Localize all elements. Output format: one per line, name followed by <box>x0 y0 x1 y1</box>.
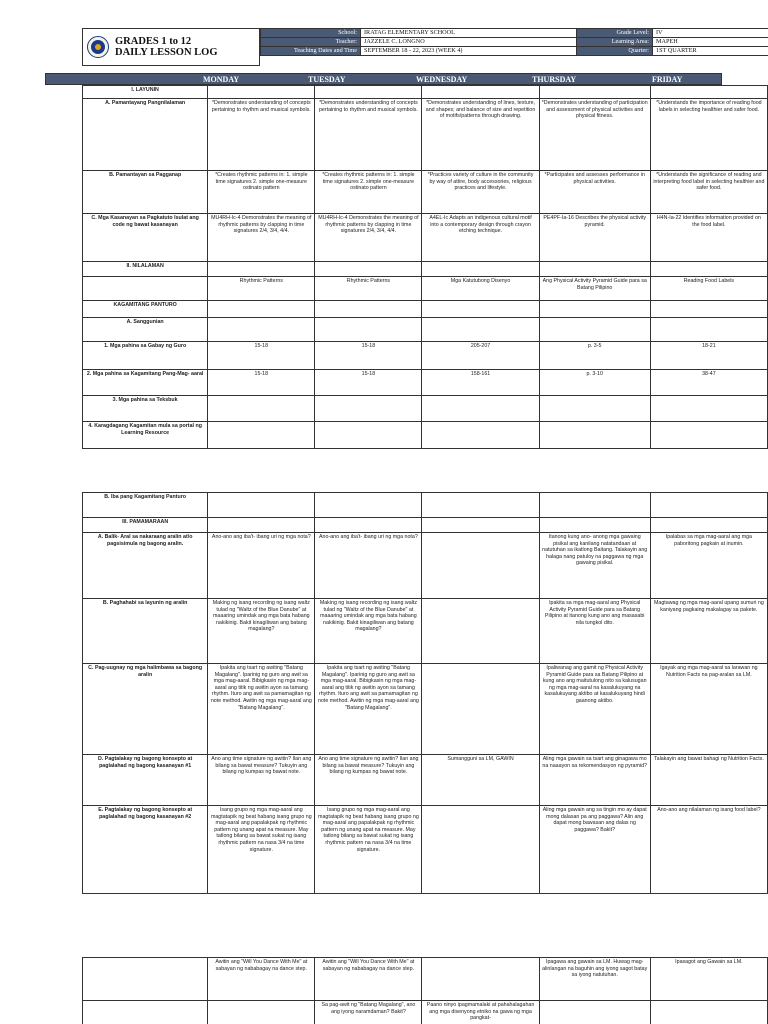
log-header <box>82 28 768 66</box>
day-cell: *Understands the significance of reading and interpreting food label in selecting healthier and safer food. <box>650 171 767 214</box>
day-cell: Ano-ano ang iba't- ibang uri ng mga nota? <box>208 533 315 599</box>
info-key: School: <box>261 29 361 38</box>
info-row <box>261 38 768 47</box>
day-cell <box>650 1001 767 1024</box>
table-row <box>83 533 768 599</box>
day-cell <box>208 1001 315 1024</box>
day-cell: 15-18 <box>208 370 315 396</box>
row-label <box>83 958 208 1001</box>
row-label: 1. Mga pahina sa Gabay ng Guro <box>83 342 208 370</box>
day-cell <box>422 396 539 422</box>
day-cell: Making ng isang recording ng isang waltz tulad ng "Waltz of the Blue Danube" at maaaring umindak ang mga bata habang nakikinig. Bakit kinagiliwan ang batang magalang? <box>315 599 422 664</box>
day-cell: *Practices variety of culture in the community by way of attire, body accessories, religious practices and lifestyle. <box>422 171 539 214</box>
day-cell: Awitin ang "Will You Dance With Me" at sabayan ng nababagay na dance step. <box>208 958 315 1001</box>
day-cell <box>315 301 422 318</box>
day-cell <box>422 533 539 599</box>
deped-seal-icon <box>87 36 109 58</box>
day-cell <box>422 599 539 664</box>
day-cell: Ipasagot ang Gawain sa LM. <box>650 958 767 1001</box>
table-row <box>83 806 768 894</box>
day-cell: Talakayin ang bawat bahagi ng Nutrition Facts. <box>650 755 767 806</box>
title-line-1: GRADES 1 to 12 <box>115 36 192 47</box>
day-monday: MONDAY <box>203 75 240 84</box>
row-label: C. Pag-uugnay ng mga halimbawa sa bagong aralin <box>83 664 208 755</box>
day-cell <box>539 262 650 277</box>
day-cell: *Demonstrates understanding of concepts pertaining to rhythm and musical symbols. <box>315 99 422 171</box>
info-key: Grade Level: <box>577 29 653 38</box>
day-cell: Sa pag-awit ng "Batang Magalang", ano ang iyong naramdaman? Bakit? <box>315 1001 422 1024</box>
day-cell: *Participates and assesses performance in physical activities. <box>539 171 650 214</box>
row-label <box>83 277 208 301</box>
day-cell: Ipakita ang tsart ng awiting "Batang Magalang". Iparinig ng guro ang awit sa mga mag-aaral. Bibigkasin ng mga mag-aaral ang titik ng awitin ayon sa tamang rhythm. Ituro ang awit sa pamamagitan ng note method. Awitin ng mga mag-aaral ang "Batang Magalang". <box>208 664 315 755</box>
day-cell <box>650 301 767 318</box>
info-key: Teacher: <box>261 38 361 47</box>
table-row <box>83 99 768 171</box>
day-cell <box>208 318 315 342</box>
row-label <box>83 1001 208 1024</box>
day-cell: PE4PF-Ia-16 Describes the physical activity pyramid. <box>539 214 650 262</box>
row-label: B. Iba pang Kagamitang Panturo <box>83 493 208 518</box>
day-cell <box>650 493 767 518</box>
day-cell <box>208 301 315 318</box>
day-cell <box>422 806 539 894</box>
day-cell: MU4RH-Ic-4 Demonstrates the meaning of rhythmic patterns by clapping in time signatures 2/4, 3/4, 4/4. <box>315 214 422 262</box>
day-cell <box>422 262 539 277</box>
day-cell: Ipaliwanag ang gamit ng Physical Activity Pyramid Guide para sa Batang Pilipino at kung ano ang maitutulong nito sa kalusugan ng mga mag-aaral na kasalukuyang na kasalukuyang aktibo at kasalukuyang hindi gaanong aktibo. <box>539 664 650 755</box>
day-cell <box>422 958 539 1001</box>
page-3 <box>0 957 768 1024</box>
day-cell: Ipakita ang tsart ng awiting "Batang Magalang". Iparinig ng guro ang awit sa mga mag-aaral. Bibigkasin ng mga mag-aaral ang titik ng awitin ayon sa tamang rhythm. Ituro ang awit sa pamamagitan ng note method. Awitin ng mga mag-aaral ang "Batang Magalang". <box>315 664 422 755</box>
day-cell: Making ng isang recording ng isang waltz tulad ng "Waltz of the Blue Danube" at maaaring umindak ang mga bata habang nakikinig. Bakit kinagiliwan ang batang magalang? <box>208 599 315 664</box>
day-cell <box>315 493 422 518</box>
day-cell: Sumangguni sa LM, GAWIN <box>422 755 539 806</box>
info-value: 1ST QUARTER <box>653 47 768 56</box>
day-cell: Ano ang time signature ng awitin? Ilan ang bilang sa bawat measure? Tukuyin ang bilang ng kumpas ng bawat note. <box>208 755 315 806</box>
row-label: B. Paghahabi sa layunin ng aralin <box>83 599 208 664</box>
day-cell: Mga Katutubong Disenyo <box>422 277 539 301</box>
day-cell <box>315 422 422 449</box>
day-cell <box>422 86 539 99</box>
day-cell: 158-161 <box>422 370 539 396</box>
day-cell: 205-207 <box>422 342 539 370</box>
row-label: 3. Mga pahina sa Teksbuk <box>83 396 208 422</box>
day-cell: Ipakita sa mga mag-aaral ang Physical Activity Pyramid Guide para sa Batang Pilipino at itanong kung ano ang masasabi nila tungkol dito. <box>539 599 650 664</box>
table-row <box>83 262 768 277</box>
table-row <box>83 370 768 396</box>
lesson-grid-page-3 <box>82 957 768 1024</box>
day-cell: p. 3-5 <box>539 342 650 370</box>
day-cell <box>650 262 767 277</box>
day-cell: 38-47 <box>650 370 767 396</box>
day-cell <box>208 518 315 533</box>
info-key: Teaching Dates and Time <box>261 47 361 56</box>
day-cell: *Understands the importance of reading food labels in selecting healthier and safer food. <box>650 99 767 171</box>
day-cell <box>208 262 315 277</box>
day-cell <box>315 396 422 422</box>
day-cell: MU4RH-Ic-4 Demonstrates the meaning of rhythmic patterns by clapping in time signatures 2/4, 3/4, 4/4. <box>208 214 315 262</box>
day-cell: Ipalabas sa mga mag-aaral ang mga paboritong pagkain at inumin. <box>650 533 767 599</box>
day-cell: 15-18 <box>315 342 422 370</box>
day-cell: Ano-ano ang nilalaman ng isang food label? <box>650 806 767 894</box>
day-cell: *Creates rhythmic patterns in: 1. simple time signatures 2. simple one-measure ostinato pattern <box>315 171 422 214</box>
row-label: A. Pamantayang Pangnilalaman <box>83 99 208 171</box>
table-row <box>83 493 768 518</box>
title-line-2: DAILY LESSON LOG <box>115 47 218 58</box>
day-cell: Ang Physical Activity Pyramid Guide para sa Batang Pilipino <box>539 277 650 301</box>
page-1 <box>0 0 768 436</box>
day-cell: *Demonstrates understanding of lines, texture, and shapes; and balance of size and repetition of motifs/patterns through drawing. <box>422 99 539 171</box>
day-cell <box>208 493 315 518</box>
day-cell: H4N-Ia-22 Identifies information provided on the food label. <box>650 214 767 262</box>
day-cell <box>208 396 315 422</box>
day-cell: Isang grupo ng mga mag-aaral ang magtatapik ng beat habang isang grupo ng mag-aaral ang papalakpak ng rhythmic pattern ng unang apat na measure. May tatlong bilang sa bawat sukat ng isang rhythmic pattern na nasa 3/4 na time signature. <box>208 806 315 894</box>
day-cell: Paano ninyo ipagmamalaki at pahahalagahan ang mga disenyong etniko na gawa ng mga pangkat- <box>422 1001 539 1024</box>
info-key: Quarter: <box>577 47 653 56</box>
table-row <box>83 318 768 342</box>
day-cell <box>539 318 650 342</box>
day-cell <box>539 422 650 449</box>
row-label: I. LAYUNIN <box>83 86 208 99</box>
day-cell: Magtawag ng mga mag-aaral upang sumuri ng kaniyang pagkaing makalagay sa pakete. <box>650 599 767 664</box>
day-cell: Reading Food Labels <box>650 277 767 301</box>
day-cell <box>422 422 539 449</box>
row-label: C. Mga Kasanayan sa Pagkatuto Isulat ang code ng bawat kasanayan <box>83 214 208 262</box>
info-row <box>261 47 768 56</box>
table-row <box>83 214 768 262</box>
day-cell <box>650 422 767 449</box>
row-label: A. Sanggunian <box>83 318 208 342</box>
table-row <box>83 1001 768 1024</box>
row-label: B. Pamantayan sa Pagganap <box>83 171 208 214</box>
day-cell: *Creates rhythmic patterns in: 1. simple time signatures 2. simple one-measure ostinato pattern <box>208 171 315 214</box>
table-row <box>83 301 768 318</box>
info-value: IRATAG ELEMENTARY SCHOOL <box>361 29 577 38</box>
day-cell <box>539 301 650 318</box>
day-cell <box>539 493 650 518</box>
day-cell <box>422 493 539 518</box>
day-cell <box>315 86 422 99</box>
table-row <box>83 599 768 664</box>
day-cell: Isang grupo ng mga mag-aaral ang magtatapik ng beat habang isang grupo ng mag-aaral ang papalakpak ng rhythmic pattern ng unang apat na measure. May tatlong bilang sa bawat sukat ng isang rhythmic pattern na nasa 3/4 na time signature. <box>315 806 422 894</box>
day-wednesday: WEDNESDAY <box>416 75 468 84</box>
day-cell: *Demonstrates understanding of concepts pertaining to rhythm and musical symbols. <box>208 99 315 171</box>
day-cell <box>650 518 767 533</box>
day-cell: p. 3-10 <box>539 370 650 396</box>
table-row <box>83 171 768 214</box>
day-cell: Awitin ang "Will You Dance With Me" at sabayan ng nababagay na dance step. <box>315 958 422 1001</box>
table-row <box>83 422 768 449</box>
day-cell <box>650 86 767 99</box>
day-cell <box>208 86 315 99</box>
info-table <box>260 28 768 56</box>
info-key: Learning Area: <box>577 38 653 47</box>
row-label: II. NILALAMAN <box>83 262 208 277</box>
table-row <box>83 664 768 755</box>
day-friday: FRIDAY <box>652 75 683 84</box>
day-cell <box>315 262 422 277</box>
day-cell: 15-18 <box>315 370 422 396</box>
day-cell <box>208 422 315 449</box>
day-thursday: THURSDAY <box>532 75 577 84</box>
page-2 <box>0 492 768 912</box>
lesson-grid-page-2 <box>82 492 768 894</box>
row-label: 2. Mga pahina sa Kagamitang Pang-Mag- aaral <box>83 370 208 396</box>
table-row <box>83 518 768 533</box>
day-cell: 18-21 <box>650 342 767 370</box>
day-cell: A4EL-Ic Adapts an indigenous cultural motif into a contemporary design through crayon etching technique. <box>422 214 539 262</box>
table-row <box>83 396 768 422</box>
row-label: KAGAMITANG PANTURO <box>83 301 208 318</box>
day-cell: Ano ang time signature ng awitin? Ilan ang bilang sa bawat measure? Tukuyin ang bilang ng kumpas ng bawat note. <box>315 755 422 806</box>
day-cell <box>315 518 422 533</box>
day-cell: Itanong kung ano- anong mga gawaing pisikal ang kanilang natatandaan at natutuhan sa ikatlong Baitang. Talakayin ang halaga nang patuloy na paggawa ng mga gawaing pisikal. <box>539 533 650 599</box>
day-cell <box>422 664 539 755</box>
row-label: III. PAMAMARAAN <box>83 518 208 533</box>
table-row <box>83 755 768 806</box>
title-block <box>82 28 260 66</box>
info-value: SEPTEMBER 18 - 22, 2023 (WEEK 4) <box>361 47 577 56</box>
day-cell <box>539 1001 650 1024</box>
day-cell <box>539 86 650 99</box>
table-row <box>83 86 768 99</box>
info-value: MAPEH <box>653 38 768 47</box>
day-cell: 15-18 <box>208 342 315 370</box>
day-cell: Aling mga gawain ang sa tingin mo ay dapat mong dalasan pa ang paggawa? Alin ang dapat mong bawasan ang dalas ng paggawa? Bakit? <box>539 806 650 894</box>
row-label: E. Pagtalakay ng bagong konsepto at paglalahad ng bagong kasanayan #2 <box>83 806 208 894</box>
day-cell: Ano-ano ang iba't- ibang uri ng mga nota? <box>315 533 422 599</box>
day-cell <box>315 318 422 342</box>
table-row <box>83 342 768 370</box>
info-row <box>261 29 768 38</box>
row-label: A. Balik- Aral sa nakaraang aralin at/o pagsisimula ng bagong aralin. <box>83 533 208 599</box>
day-cell: Aling mga gawain sa tsart ang ginagawa mo na naaayon sa rekomendasyon ng pyramid? <box>539 755 650 806</box>
day-cell: Ipagawa ang gawain sa LM. Huwag mag-alinlangan na baguhin ang iyong sagot batay sa iyong natutuhan. <box>539 958 650 1001</box>
day-cell <box>650 396 767 422</box>
day-cell: Igayak ang mga mag-aaral sa larawan ng Nutrition Facts na pag-aralan sa LM. <box>650 664 767 755</box>
table-row <box>83 277 768 301</box>
info-value: IV <box>653 29 768 38</box>
day-tuesday: TUESDAY <box>308 75 346 84</box>
day-cell <box>539 396 650 422</box>
day-cell <box>422 518 539 533</box>
day-cell: *Demonstrates understanding of participation and assessment of physical activities and physical fitness. <box>539 99 650 171</box>
row-label: 4. Karagdagang Kagamitan mula sa portal ng Learning Resource <box>83 422 208 449</box>
day-cell <box>539 518 650 533</box>
day-cell <box>422 301 539 318</box>
day-header-bar <box>45 73 722 85</box>
lesson-grid-page-1 <box>82 85 768 449</box>
table-row <box>83 958 768 1001</box>
row-label: D. Pagtalakay ng bagong konsepto at paglalahad ng bagong kasanayan #1 <box>83 755 208 806</box>
day-cell: Rhythmic Patterns <box>315 277 422 301</box>
day-cell <box>422 318 539 342</box>
day-cell: Rhythmic Patterns <box>208 277 315 301</box>
info-value: JAZZELE C. LONGNO <box>361 38 577 47</box>
day-cell <box>650 318 767 342</box>
